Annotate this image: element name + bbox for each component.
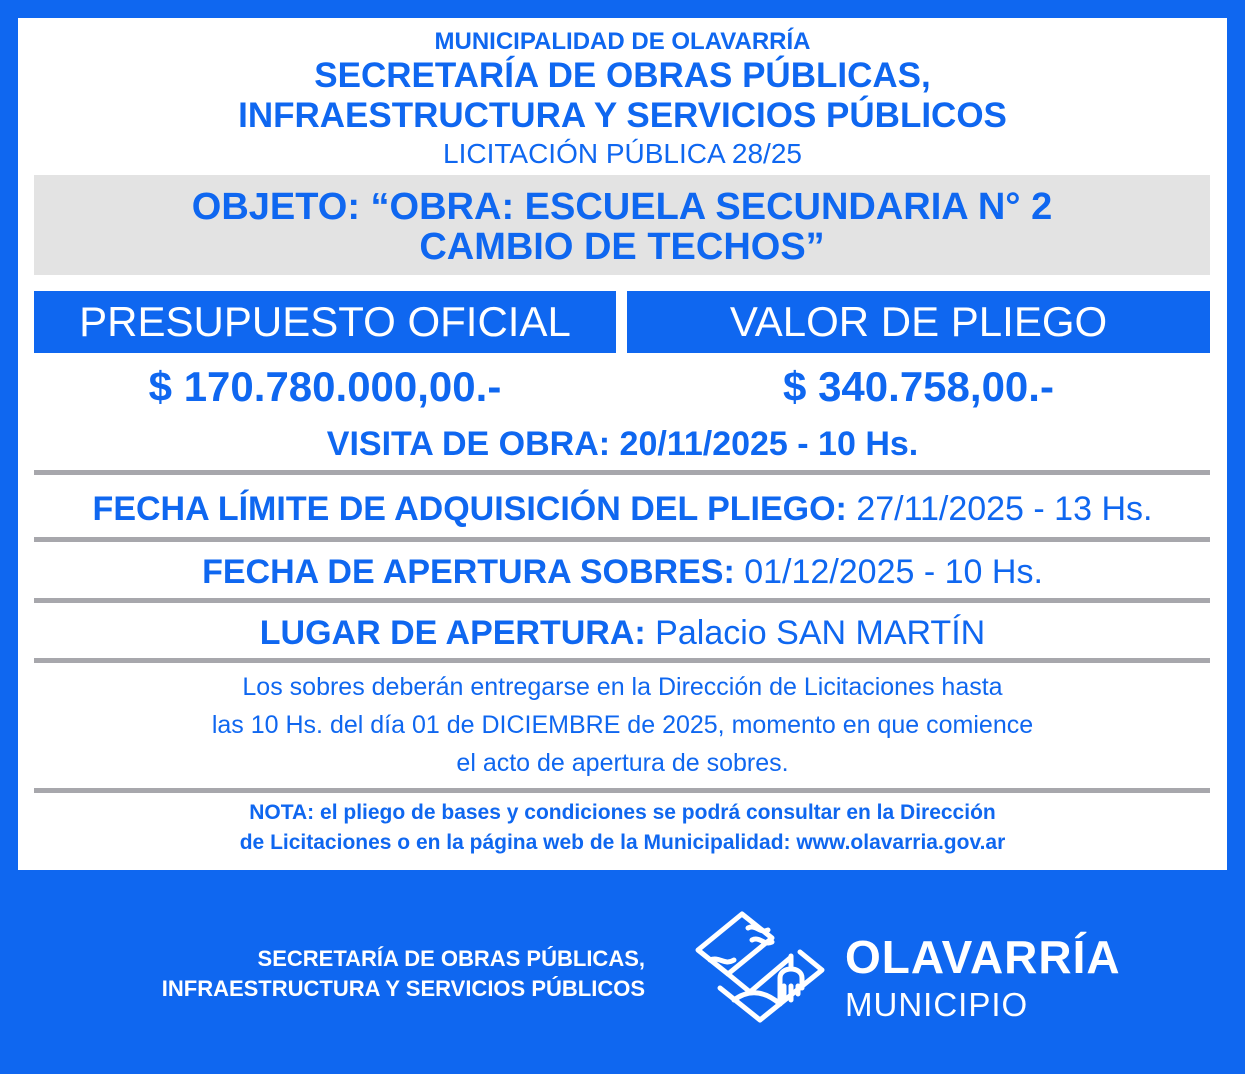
divider (34, 658, 1210, 663)
delivery-info-line-3: el acto de apertura de sobres. (456, 749, 789, 777)
divider (34, 598, 1210, 603)
delivery-info-line-2: las 10 Hs. del día 01 de DICIEMBRE de 2025, momento en que comience (211, 711, 1034, 739)
footer-secretaria-line-2: INFRAESTRUCTURA Y SERVICIOS PÚBLICOS (161, 976, 645, 1001)
limite-value: 27/11/2025 - 13 Hs. (846, 490, 1153, 528)
apertura-label: FECHA DE APERTURA SOBRES: (202, 553, 735, 591)
apertura-value: 01/12/2025 - 10 Hs. (734, 553, 1043, 591)
secretaria-title (18, 56, 1227, 136)
objeto-line-2: CAMBIO DE TECHOS” (419, 226, 825, 268)
visita-value: 20/11/2025 - 10 Hs. (610, 425, 919, 463)
visita-row (18, 425, 1227, 464)
divider (34, 537, 1210, 542)
objeto-line-1: OBJETO: “OBRA: ESCUELA SECUNDARIA N° 2 (191, 186, 1053, 228)
visita-label: VISITA DE OBRA: (326, 425, 611, 463)
brand (845, 930, 1121, 1024)
limite-row (18, 490, 1227, 529)
objeto-text (34, 187, 1210, 267)
secretaria-line-2: INFRAESTRUCTURA Y SERVICIOS PÚBLICOS (238, 96, 1007, 135)
brand-subtitle: MUNICIPIO (845, 986, 1029, 1023)
lugar-row (18, 614, 1227, 653)
delivery-info-line-1: Los sobres deberán entregarse en la Dirección de Licitaciones hasta (242, 673, 1003, 701)
divider (34, 788, 1210, 793)
pliego-value: $ 340.758,00.- (783, 363, 1054, 410)
municipality-title: MUNICIPALIDAD DE OLAVARRÍA (434, 28, 811, 55)
objeto-band (34, 175, 1210, 275)
lugar-label: LUGAR DE APERTURA: (259, 614, 646, 652)
divider (34, 470, 1210, 475)
delivery-info (18, 668, 1227, 782)
secretaria-line-1: SECRETARÍA DE OBRAS PÚBLICAS, (314, 56, 931, 95)
presupuesto-value: $ 170.780.000,00.- (148, 363, 502, 410)
pliego-header: VALOR DE PLIEGO (627, 291, 1210, 353)
presupuesto-header: PRESUPUESTO OFICIAL (34, 291, 616, 353)
olavarria-logo-icon (690, 908, 830, 1028)
nota-line-1: NOTA: el pliego de bases y condiciones se podrá consultar en la Dirección (249, 801, 996, 824)
footer-secretaria (162, 944, 645, 1004)
footer-secretaria-line-1: SECRETARÍA DE OBRAS PÚBLICAS, (257, 946, 645, 971)
nota-line-2: de Licitaciones o en la página web de la Municipalidad: www.olavarria.gov.ar (239, 831, 1006, 854)
lugar-value: Palacio SAN MARTÍN (645, 614, 986, 652)
notice-card (18, 18, 1227, 870)
limite-label: FECHA LÍMITE DE ADQUISICIÓN DEL PLIEGO: (92, 490, 847, 528)
nota (18, 798, 1227, 858)
apertura-row (18, 553, 1227, 592)
brand-name: OLAVARRÍA (845, 931, 1121, 983)
licitacion-number: LICITACIÓN PÚBLICA 28/25 (443, 138, 802, 169)
